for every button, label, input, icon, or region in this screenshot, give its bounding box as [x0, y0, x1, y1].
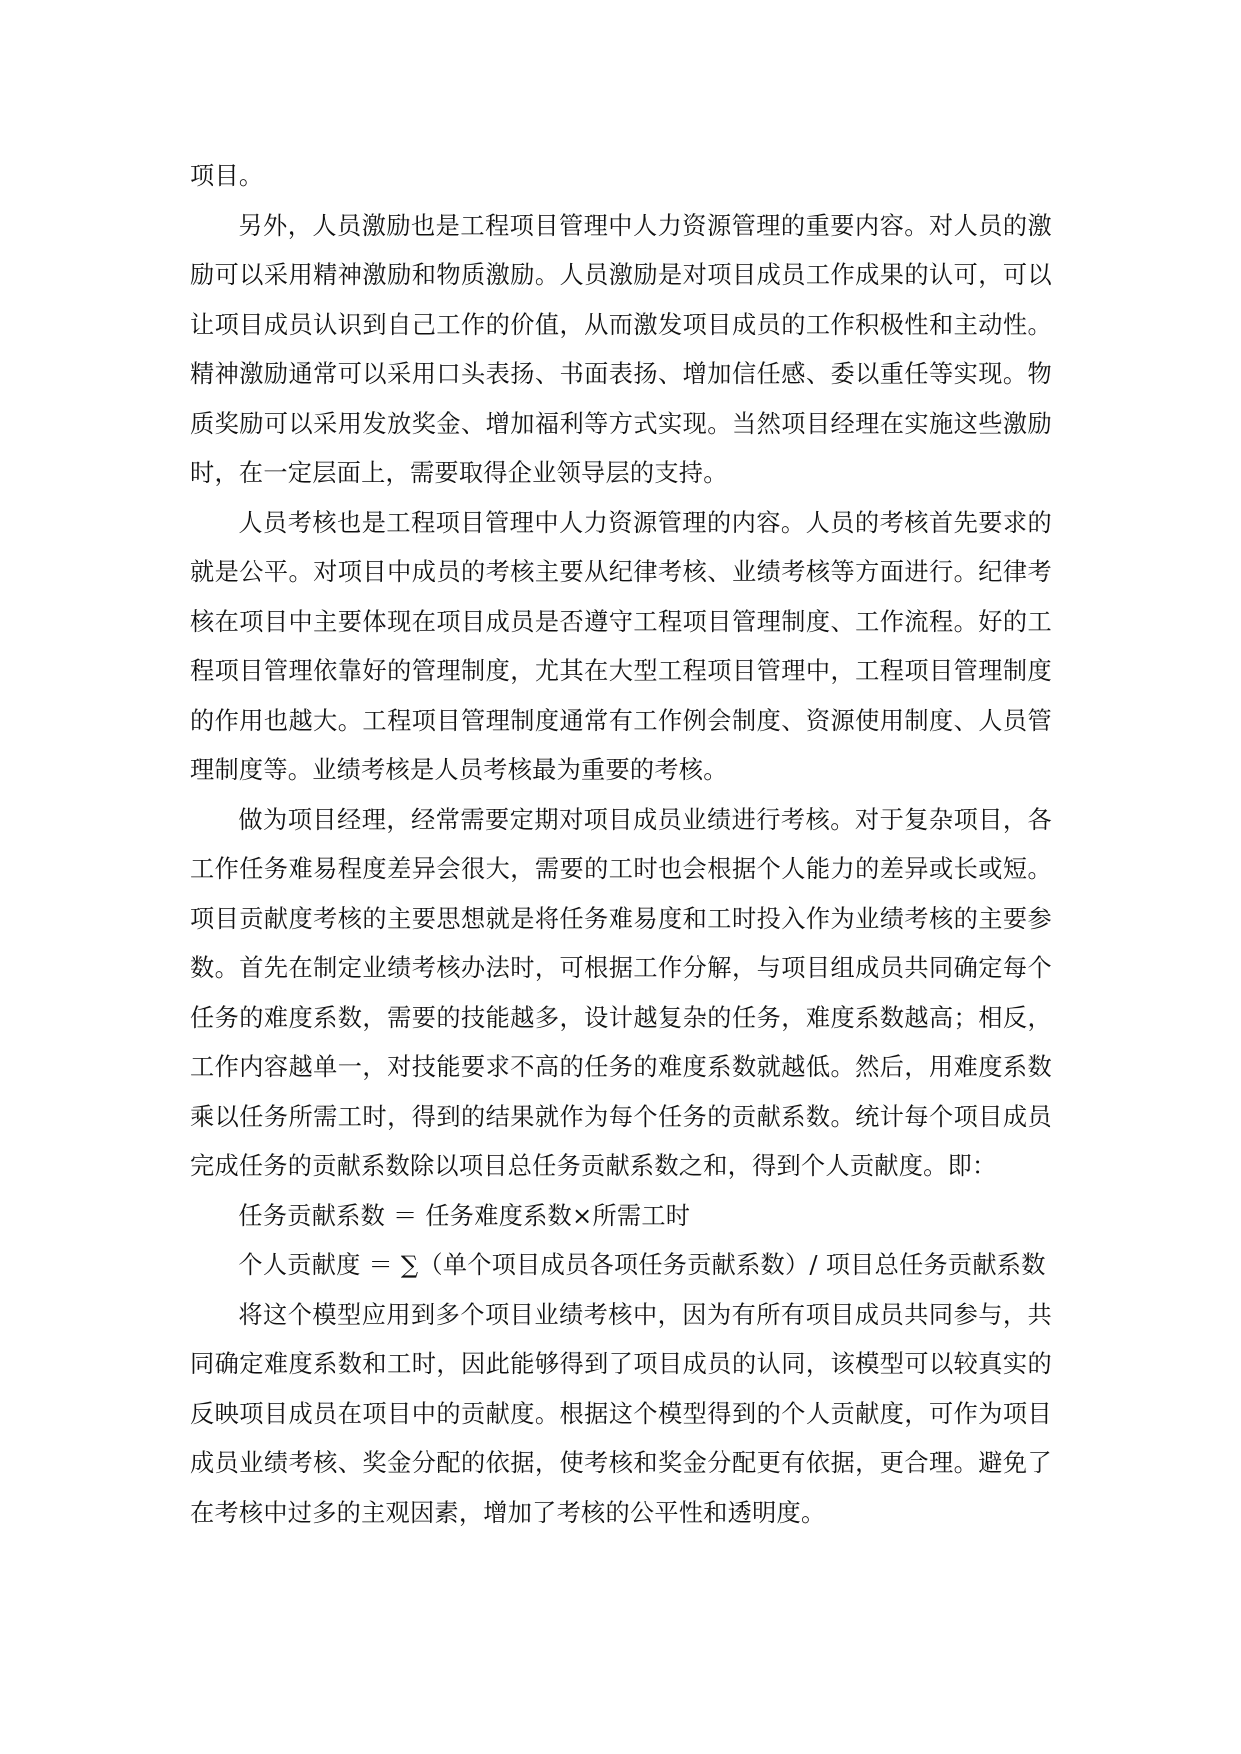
document-body [190, 152, 1052, 1538]
formula-task-contribution: 任务贡献系数 ＝ 任务难度系数×所需工时 [238, 1201, 691, 1230]
paragraph-personnel-incentive: 另外，人员激励也是工程项目管理中人力资源管理的重要内容。对人员的激励可以采用精神激励和物质激励。人员激励是对项目成员工作成果的认可，可以让项目成员认识到自己工作的价值，从而激发项目成员的工作积极性和主动性。精神激励通常可以采用口头表扬、书面表扬、增加信任感、委以重任等实现。物质奖励可以采用发放奖金、增加福利等方式实现。当然项目经理在实施这些激励时，在一定层面上，需要取得企业领导层的支持。 [190, 211, 1052, 487]
formula-personal-contribution: 个人贡献度 ＝ ∑（单个项目成员各项任务贡献系数）/ 项目总任务贡献系数 [238, 1251, 1046, 1279]
paragraph-personnel-assessment: 人员考核也是工程项目管理中人力资源管理的内容。人员的考核首先要求的就是公平。对项目中成员的考核主要从纪律考核、业绩考核等方面进行。纪律考核在项目中主要体现在项目成员是否遵守工程项目管理制度、工作流程。好的工程项目管理依靠好的管理制度，尤其在大型工程项目管理中，工程项目管理制度的作用也越大。工程项目管理制度通常有工作例会制度、资源使用制度、人员管理制度等。业绩考核是人员考核最为重要的考核。 [190, 508, 1052, 784]
paragraph-contribution-model: 做为项目经理，经常需要定期对项目成员业绩进行考核。对于复杂项目，各工作任务难易程度差异会很大，需要的工时也会根据个人能力的差异或长或短。项目贡献度考核的主要思想就是将任务难易度和工时投入作为业绩考核的主要参数。首先在制定业绩考核办法时，可根据工作分解，与项目组成员共同确定每个任务的难度系数，需要的技能越多，设计越复杂的任务，难度系数越高；相反，工作内容越单一，对技能要求不高的任务的难度系数就越低。然后，用难度系数乘以任务所需工时，得到的结果就作为每个任务的贡献系数。统计每个项目成员完成任务的贡献系数除以项目总任务贡献系数之和，得到个人贡献度。即： [190, 805, 1052, 1180]
paragraph-continuation: 项目。 [190, 162, 264, 190]
paragraph-model-application: 将这个模型应用到多个项目业绩考核中，因为有所有项目成员共同参与，共同确定难度系数和工时，因此能够得到了项目成员的认同，该模型可以较真实的反映项目成员在项目中的贡献度。根据这个模型得到的个人贡献度，可作为项目成员业绩考核、奖金分配的依据，使考核和奖金分配更有依据，更合理。避免了在考核中过多的主观因素，增加了考核的公平性和透明度。 [190, 1300, 1052, 1527]
